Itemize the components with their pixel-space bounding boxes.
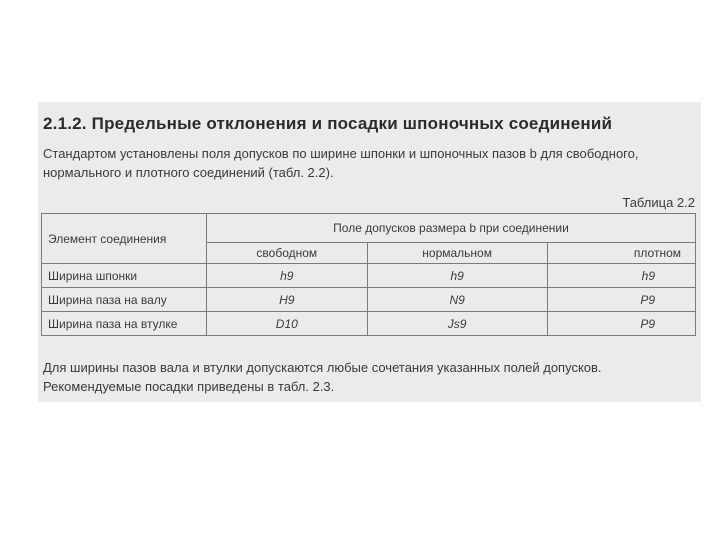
cell-value: h9 xyxy=(547,264,695,288)
tolerance-table xyxy=(41,213,696,336)
row-label: Ширина паза на валу xyxy=(42,288,207,312)
column-header-free: свободном xyxy=(207,243,368,264)
table-row xyxy=(42,312,696,336)
cell-value: Js9 xyxy=(367,312,547,336)
cell-value: P9 xyxy=(547,312,695,336)
cell-value: N9 xyxy=(367,288,547,312)
cell-value: P9 xyxy=(547,288,695,312)
table-row xyxy=(42,264,696,288)
cell-value: D10 xyxy=(207,312,368,336)
cell-value: h9 xyxy=(367,264,547,288)
column-header-tight: плотном xyxy=(547,243,695,264)
row-label: Ширина шпонки xyxy=(42,264,207,288)
outro-paragraph: Для ширины пазов вала и втулки допускаются любые сочетания указанных полей допусков. Рекомендуемые посадки приведены в табл. 2.3. xyxy=(43,360,602,394)
table-row xyxy=(42,288,696,312)
table-header-row xyxy=(42,214,696,243)
intro-paragraph: Стандартом установлены поля допусков по ширине шпонки и шпоночных пазов b для свободного, нормального и плотного соединений (табл. 2.2). xyxy=(43,146,639,180)
cell-value: H9 xyxy=(207,288,368,312)
element-header: Элемент соединения xyxy=(42,214,207,264)
group-header: Поле допусков размера b при соединении xyxy=(207,214,696,243)
cell-value: h9 xyxy=(207,264,368,288)
section-heading: 2.1.2. Предельные отклонения и посадки шпоночных соединений xyxy=(43,114,613,133)
column-header-normal: нормальном xyxy=(367,243,547,264)
table-caption: Таблица 2.2 xyxy=(622,195,695,210)
row-label: Ширина паза на втулке xyxy=(42,312,207,336)
scanned-page xyxy=(38,102,701,402)
